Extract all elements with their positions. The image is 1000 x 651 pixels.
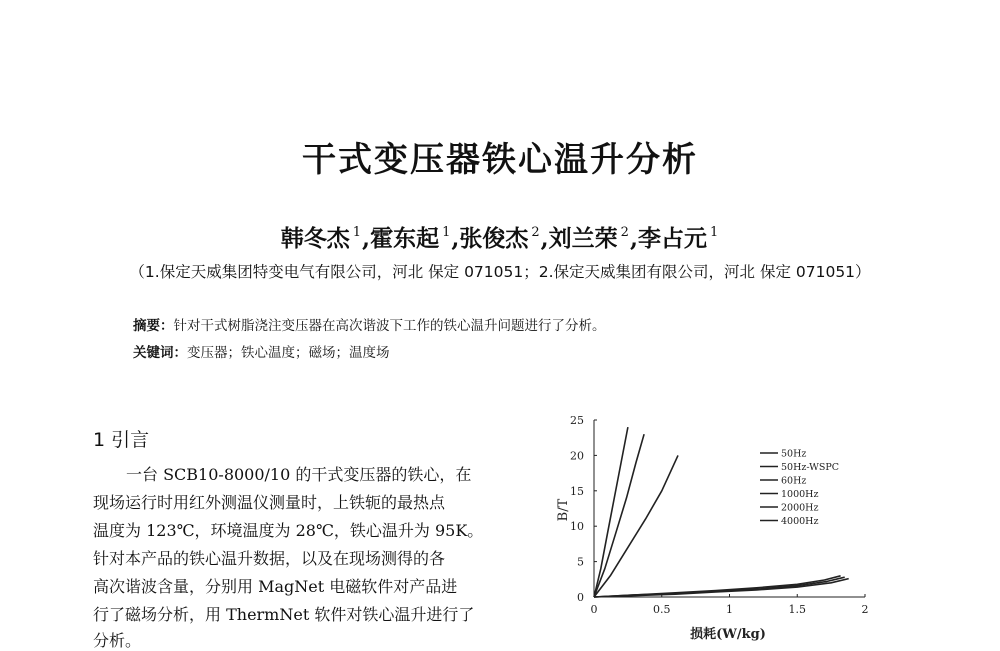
paper-title: 干式变压器铁心温升分析: [302, 140, 698, 180]
y-tick-label: 25: [570, 414, 584, 427]
legend-label: 1000Hz: [781, 489, 819, 500]
y-tick-label: 5: [577, 555, 584, 569]
author-name: 刘兰荣: [548, 225, 618, 252]
body-line: 行了磁场分析，用 ThermNet 软件对铁心温升进行了: [93, 605, 475, 624]
author-list: [0, 220, 1000, 253]
x-tick-label: 0: [590, 603, 598, 616]
legend-label: 50Hz-WSPC: [781, 462, 840, 473]
x-axis-label: 损耗(W/kg): [690, 627, 766, 642]
body-line: 分析。: [93, 631, 142, 650]
keywords: [133, 341, 390, 361]
keywords-text: 变压器；铁心温度；磁场；温度场: [187, 345, 390, 361]
y-tick-label: 20: [570, 449, 584, 463]
y-axis-label: B/T: [556, 498, 571, 522]
author-separator: ,: [629, 225, 638, 252]
y-tick-label: 15: [570, 484, 584, 498]
author-separator: ,: [540, 225, 549, 252]
y-tick-label: 0: [577, 591, 584, 604]
body-line: 现场运行时用红外测温仪测量时，上铁轭的最热点: [93, 493, 446, 512]
body-line: 高次谐波含量，分别用 MagNet 电磁软件对产品进: [93, 577, 458, 596]
section-heading: 1 引言: [93, 429, 150, 451]
abstract: [133, 314, 606, 334]
author-name: 李占元: [637, 225, 707, 252]
y-axis-title: [556, 498, 571, 521]
author-separator: ,: [451, 225, 460, 252]
author-separator: ,: [362, 225, 371, 252]
body-line: 针对本产品的铁心温升数据，以及在现场测得的各: [93, 549, 446, 568]
loss-curve-chart: [540, 405, 890, 645]
body-line: 温度为 123℃，环境温度为 28℃，铁心温升为 95K。: [93, 521, 484, 540]
author: [281, 225, 370, 252]
author-affiliation-mark: 1: [352, 225, 362, 240]
author: [370, 225, 459, 252]
y-tick-label: 10: [570, 520, 584, 534]
legend-label: 2000Hz: [781, 502, 819, 514]
author-name: 韩冬杰: [280, 225, 350, 252]
author-affiliation-mark: 2: [531, 225, 540, 240]
author: [459, 225, 548, 252]
x-tick-label: 2: [861, 603, 869, 616]
author-affiliation-mark: 2: [620, 225, 629, 240]
author-affiliation-mark: 1: [709, 225, 719, 240]
x-tick-label: 1: [726, 603, 733, 616]
keywords-label: 关键词：: [133, 345, 187, 361]
abstract-label: 摘要：: [133, 318, 174, 334]
body-line: 一台 SCB10-8000/10 的干式变压器的铁心，在: [126, 465, 472, 484]
series-line: [594, 434, 644, 597]
x-tick-label: 0.5: [653, 603, 671, 616]
author-name: 霍东起: [370, 225, 440, 252]
x-tick-label: 1.5: [788, 603, 806, 616]
affiliations: （1.保定天威集团特变电气有限公司，河北 保定 071051；2.保定天威集团有限公司，河北 保定 071051）: [129, 263, 871, 281]
series-line: [594, 577, 845, 597]
legend-label: 4000Hz: [781, 516, 819, 527]
series-line: [594, 455, 678, 597]
author: [638, 225, 719, 252]
legend-label: 50Hz: [781, 448, 807, 460]
legend-label: 60Hz: [781, 475, 807, 487]
author-affiliation-mark: 1: [442, 225, 451, 240]
author: [549, 225, 638, 252]
abstract-text: 针对干式树脂浇注变压器在高次谐波下工作的铁心温升问题进行了分析。: [173, 318, 606, 334]
author-name: 张俊杰: [459, 225, 529, 252]
